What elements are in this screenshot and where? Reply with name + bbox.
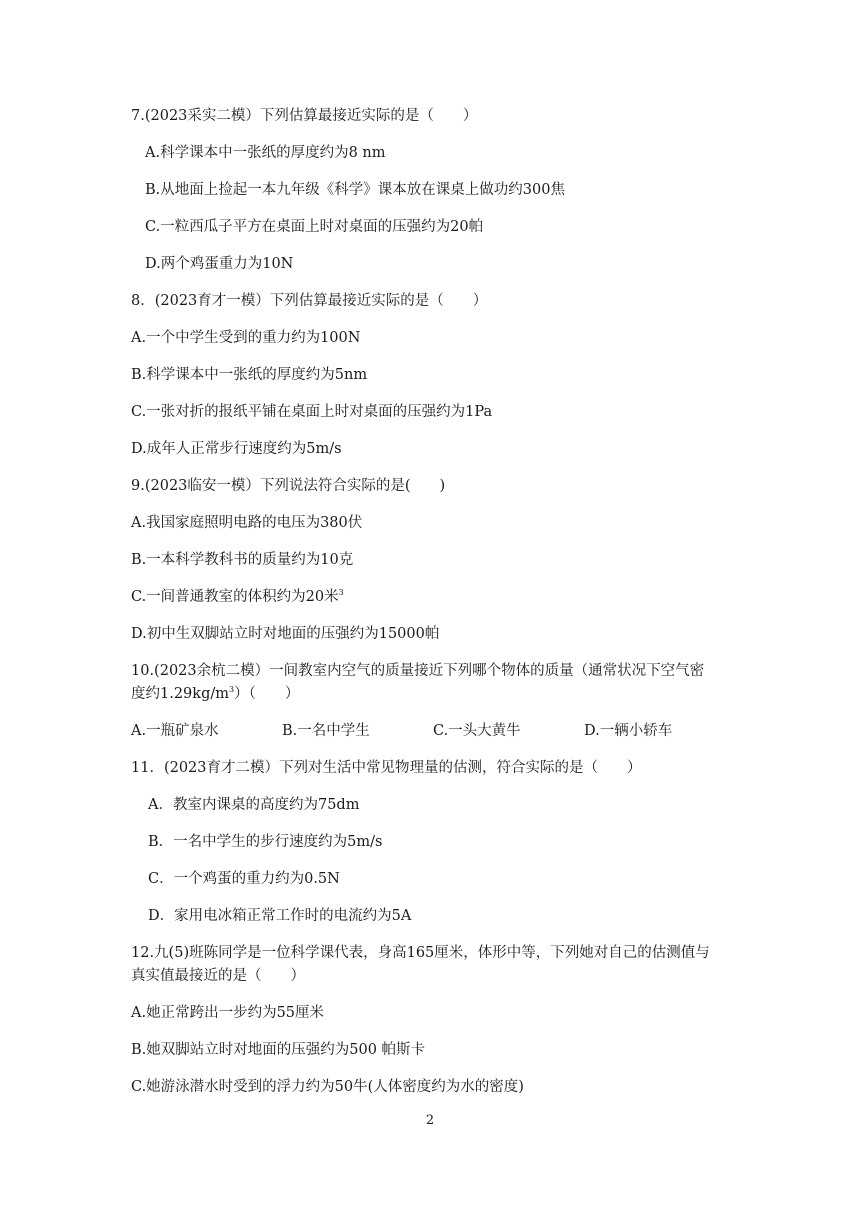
question-9-option-b: B.一本科学教科书的质量约为10克 bbox=[131, 552, 354, 568]
question-10-density: 度约1.29kg/m bbox=[131, 686, 229, 702]
question-10-option-d: D.一辆小轿车 bbox=[584, 723, 673, 739]
question-10-option-c: C.一头大黄牛 bbox=[433, 723, 521, 739]
question-11-option-a: A．教室内课桌的高度约为75dm bbox=[148, 797, 360, 813]
question-9-option-c-text: C.一间普通教室的体积约为20米 bbox=[131, 589, 339, 605]
question-7-option-c: C.一粒西瓜子平方在桌面上时对桌面的压强约为20帕 bbox=[145, 219, 484, 235]
question-11-option-b: B．一名中学生的步行速度约为5m/s bbox=[148, 834, 383, 850]
question-10-stem-line-2 bbox=[131, 684, 299, 704]
question-9-option-a: A.我国家庭照明电路的电压为380伏 bbox=[131, 515, 363, 531]
question-7-option-b: B.从地面上捡起一本九年级《科学》课本放在课桌上做功约300焦 bbox=[145, 182, 565, 198]
question-11-option-c: C．一个鸡蛋的重力约为0.5N bbox=[148, 871, 340, 887]
question-8-option-c: C.一张对折的报纸平铺在桌面上时对桌面的压强约为1Pa bbox=[131, 404, 493, 420]
question-8-stem: 8．(2023育才一模）下列估算最接近实际的是（ ） bbox=[131, 293, 488, 309]
question-10-option-a: A.一瓶矿泉水 bbox=[131, 723, 219, 739]
question-10-option-b: B.一名中学生 bbox=[282, 723, 370, 739]
question-10-stem-line-1: 10.(2023余杭二模）一间教室内空气的质量接近下列哪个物体的质量（通常状况下空气密 bbox=[131, 663, 705, 679]
question-11-stem: 11．(2023育才二模）下列对生活中常见物理量的估测，符合实际的是（ ） bbox=[131, 760, 642, 776]
question-12-option-b: B.她双脚站立时对地面的压强约为500 帕斯卡 bbox=[131, 1042, 426, 1058]
question-7-stem: 7.(2023采实二模）下列估算最接近实际的是（ ） bbox=[131, 108, 478, 124]
question-12-option-a: A.她正常跨出一步约为55厘米 bbox=[131, 1005, 325, 1021]
question-8-option-b: B.科学课本中一张纸的厚度约为5nm bbox=[131, 367, 368, 383]
question-12-option-c: C.她游泳潜水时受到的浮力约为50牛(人体密度约为水的密度) bbox=[131, 1079, 524, 1095]
question-10-answer-bracket: ）（ ） bbox=[234, 686, 300, 702]
question-9-option-c bbox=[131, 587, 344, 607]
question-12-stem-line-2: 真实值最接近的是（ ） bbox=[131, 968, 305, 984]
question-8-option-a: A.一个中学生受到的重力约为100N bbox=[131, 330, 361, 346]
question-9-option-d: D.初中生双脚站立时对地面的压强约为15000帕 bbox=[131, 626, 440, 642]
question-8-option-d: D.成年人正常步行速度约为5m/s bbox=[131, 441, 342, 457]
question-7-option-d: D.两个鸡蛋重力为10N bbox=[145, 256, 294, 272]
cubic-exponent: 3 bbox=[229, 685, 235, 695]
page-number: 2 bbox=[425, 1113, 435, 1128]
question-12-stem-line-1: 12.九(5)班陈同学是一位科学课代表，身高165厘米，体形中等，下列她对自己的估测值与 bbox=[131, 945, 710, 961]
cubic-exponent: 3 bbox=[338, 588, 344, 598]
question-11-option-d: D．家用电冰箱正常工作时的电流约为5A bbox=[148, 908, 412, 924]
question-9-stem: 9.(2023临安一模）下列说法符合实际的是( ) bbox=[131, 478, 446, 494]
question-7-option-a: A.科学课本中一张纸的厚度约为8 nm bbox=[145, 145, 386, 161]
